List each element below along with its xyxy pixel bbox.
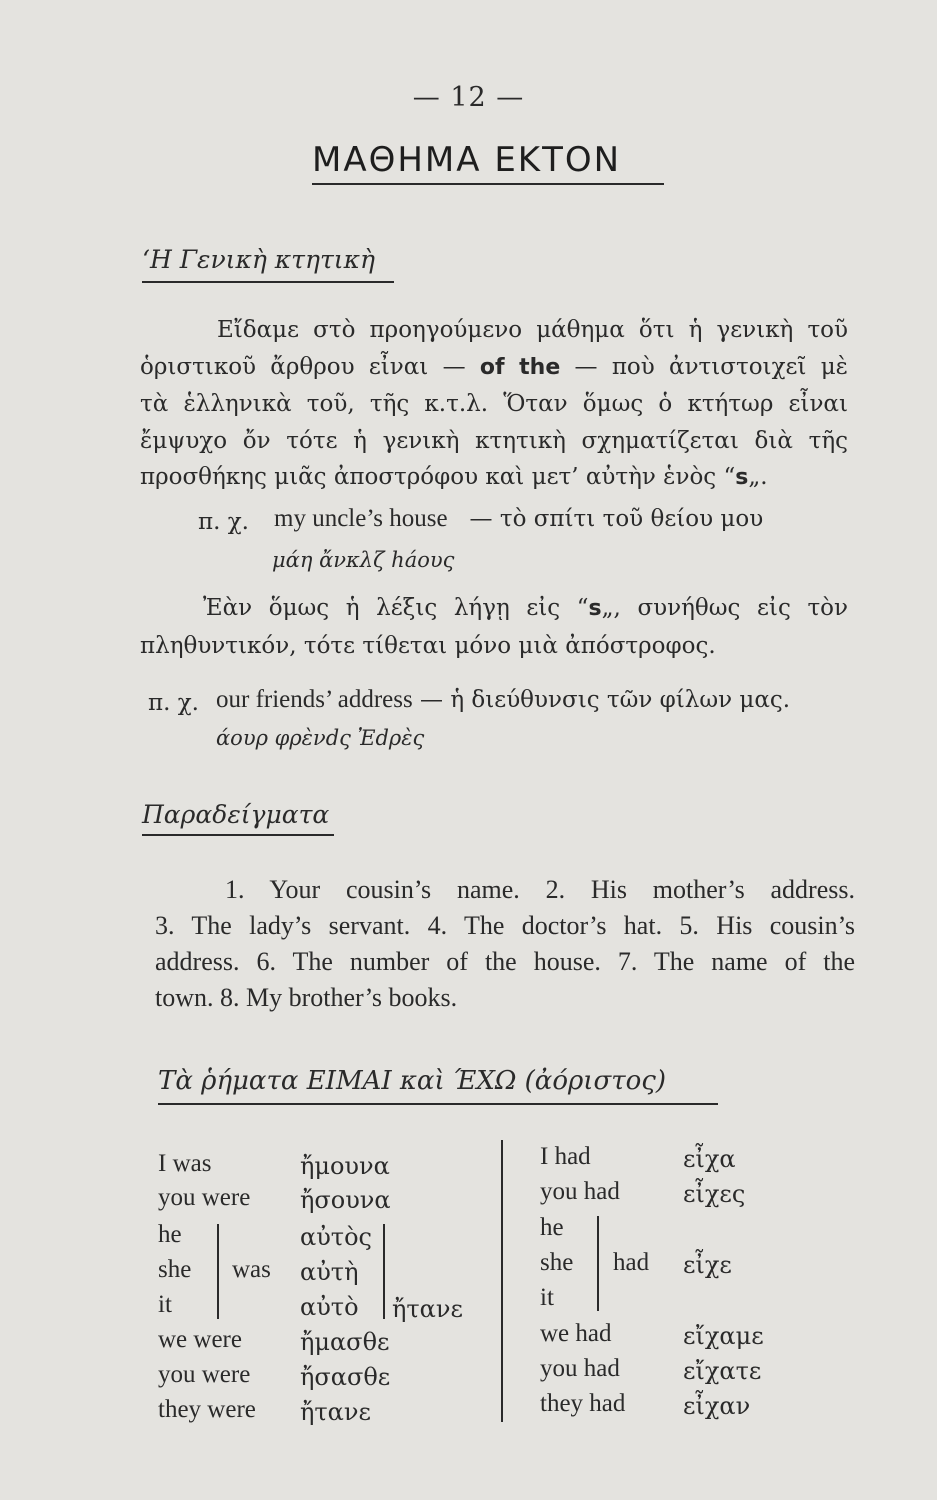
exo-she: she: [540, 1249, 574, 1276]
eimai-was: was: [232, 1256, 271, 1283]
intro-line-5-text-a: προσθήκης μιᾶς ἀποστρόφου καὶ μετ’ αὐτὴν ἑνὸς “: [140, 464, 736, 490]
exo-row-8-greek: εἶχαν: [683, 1392, 751, 1420]
eimai-autos: αὐτὸς: [300, 1223, 372, 1251]
exo-brace: [597, 1216, 599, 1311]
eimai-row-7-english: you were: [158, 1361, 251, 1388]
intro-line-3: τὰ ἑλληνικὰ τοῦ, τῆς κ.τ.λ. Ὅταν ὅμως ὁ κτήτωρ εἶναι: [140, 391, 848, 417]
example-1-pronunciation: μάη ἄνκλζ háους: [272, 548, 455, 572]
example-2-greek: — ἡ διεύθυνσις τῶν φίλων μας.: [420, 687, 791, 713]
exercise-line-2: 3. The lady’s servant. 4. The doctor’s hat. 5. His cousin’s: [155, 911, 855, 940]
rule-2-s: s: [588, 596, 602, 621]
intro-line-1: Εἴδαμε στὸ προηγούμενο μάθημα ὅτι ἡ γενικὴ τοῦ: [217, 317, 848, 343]
eimai-itane-3rd: ἤτανε: [392, 1295, 463, 1323]
exo-it: it: [540, 1284, 554, 1311]
section-title-examples-underline: [142, 834, 334, 836]
exo-row-2-english: you had: [540, 1178, 620, 1205]
exo-had: had: [613, 1249, 650, 1276]
eimai-row-8-english: they were: [158, 1396, 256, 1423]
eimai-auto: αὐτὸ: [300, 1293, 359, 1321]
example-2-line: [216, 686, 790, 714]
exercise-line-4: town. 8. My brother’s books.: [155, 983, 458, 1012]
eimai-brace-left: [217, 1224, 219, 1319]
eimai-row-7-greek: ἤσασθε: [300, 1363, 391, 1391]
exo-row-2-greek: εἶχες: [683, 1180, 746, 1208]
chapter-title: ΜΑΘΗΜΑ ΕΚΤΟΝ: [312, 140, 622, 180]
rule-2-text-b: „, συνήθως εἰς τὸν: [601, 595, 848, 621]
eimai-row-1-greek: ἤμουνα: [300, 1152, 390, 1180]
section-title-examples: Παραδείγματα: [142, 800, 330, 829]
eimai-it: it: [158, 1291, 172, 1318]
example-1-line: [274, 505, 763, 533]
exo-he: he: [540, 1214, 564, 1241]
eimai-auti: αὐτὴ: [300, 1258, 359, 1286]
intro-line-2: [140, 349, 848, 387]
example-2-prefix: π. χ.: [148, 690, 199, 716]
eimai-row-6-english: we were: [158, 1326, 242, 1353]
example-1-english: my uncle’s house: [274, 505, 448, 532]
eimai-she: she: [158, 1256, 192, 1283]
exo-row-8-english: they had: [540, 1390, 626, 1417]
eimai-row-2-greek: ἤσουνα: [300, 1186, 391, 1214]
section-title-genitive: ‘Η Γενικὴ κτητικὴ: [142, 245, 375, 274]
rule-2-paragraph: [140, 590, 848, 664]
intro-line-2-text-a: ὁριστικοῦ ἄρθρου εἶναι —: [140, 353, 466, 380]
exo-row-1-english: I had: [540, 1143, 591, 1170]
eimai-row-6-greek: ἤμασθε: [300, 1328, 390, 1356]
intro-line-4: ἔμψυχο ὄν τότε ἡ γενικὴ κτητικὴ σχηματίζεται διὰ τῆς: [140, 427, 848, 454]
exercise-line-1: 1. Your cousin’s name. 2. His mother’s address.: [225, 875, 855, 904]
rule-2-text-a: Ἐὰν ὅμως ἡ λέξις λήγῃ εἰς “: [203, 595, 589, 621]
eimai-row-8-greek: ἤτανε: [300, 1398, 371, 1426]
eimai-he: he: [158, 1221, 182, 1248]
intro-of-the: of the: [479, 354, 561, 380]
rule-2-line-1: [140, 590, 848, 628]
exo-row-6-greek: εἴχαμε: [683, 1322, 764, 1350]
example-2-pronunciation: άουρ φρὲνdς Ἐdρὲς: [216, 726, 425, 750]
example-1-greek: — τὸ σπίτι τοῦ θείου μου: [469, 506, 764, 532]
rule-2-line-2: πληθυντικόν, τότε τίθεται μόνο μιὰ ἀπόστροφος.: [140, 632, 716, 659]
exercise-line-3: address. 6. The number of the house. 7. The name of the: [155, 947, 855, 976]
exo-row-7-greek: εἴχατε: [683, 1357, 762, 1385]
section-title-verbs-underline: [158, 1103, 718, 1105]
page-number: — 12 —: [412, 82, 525, 113]
intro-line-5-text-b: „.: [748, 464, 768, 490]
section-title-genitive-underline: [142, 281, 394, 283]
intro-line-5: [140, 459, 848, 497]
examples-exercise: [155, 872, 855, 1016]
exo-eixe: εἶχε: [683, 1251, 732, 1279]
exo-row-1-greek: εἶχα: [683, 1145, 736, 1173]
intro-line-2-text-b: — ποὺ ἀντιστοιχεῖ μὲ: [574, 353, 849, 380]
exo-row-7-english: you had: [540, 1355, 620, 1382]
example-1-prefix: π. χ.: [198, 509, 249, 535]
intro-paragraph: [140, 312, 848, 497]
example-2-english: our friends’ address: [216, 686, 413, 713]
conjugation-divider: [501, 1140, 503, 1422]
section-title-verbs: Τὰ ῥήματα ΕΙΜΑΙ καὶ ΈΧΩ (ἀόριστος): [158, 1066, 666, 1096]
eimai-row-2-english: you were: [158, 1184, 251, 1211]
exo-row-6-english: we had: [540, 1320, 612, 1347]
eimai-row-1-english: I was: [158, 1150, 212, 1177]
eimai-brace-right: [383, 1224, 385, 1319]
intro-s: s: [735, 465, 749, 490]
chapter-title-underline: [312, 183, 664, 185]
